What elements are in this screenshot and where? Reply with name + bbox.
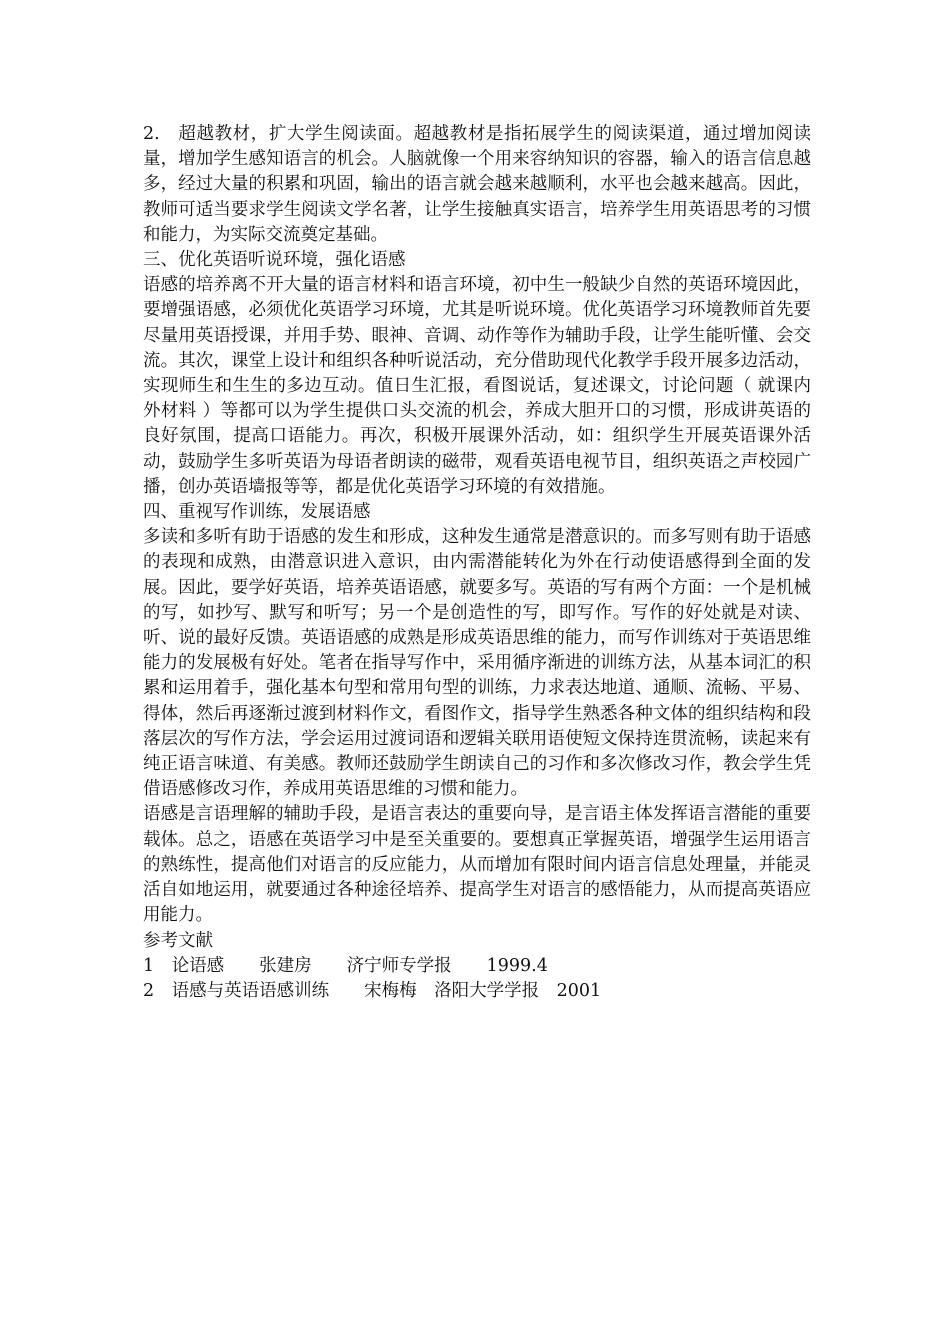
section-heading-writing-training: 四、重视写作训练，发展语感 [143,502,371,523]
reference-item-1: 1 论语感 张建房 济宁师专学报 1999.4 [143,955,548,976]
paragraph-listening-speaking-environment: 语感的培养离不开大量的语言材料和语言环境，初中生一般缺少自然的英语环境因此，要增强语感，必须优化英语学习环境，尤其是听说环境。优化英语学习环境教师首先要尽量用英语授课，并用手势、眼神、音调、动作等作为辅助手段，让学生能听懂、会交流。其次，课堂上设计和组织各种听说活动，充分借助现代化教学手段开展多边活动，实现师生和生生的多边互动。值日生汇报，看图说话，复述课文，讨论问题（ 就课内外材料 ）等都可以为学生提供口头交流的机会，养成大胆开口的习惯，形成讲英语的良好氛围，提高口语能力。再次，积极开展课外活动，如：组织学生开展英语课外活动，鼓励学生多听英语为母语者朗读的磁带，观看英语电视节目，组织英语之声校园广播，创办英语墙报等等，都是优化英语学习环境的有效措施。 [143,275,811,497]
paragraph-writing-training: 多读和多听有助于语感的发生和形成，这种发生通常是潜意识的。而多写则有助于语感的表现和成熟，由潜意识进入意识，由内需潜能转化为外在行动使语感得到全面的发展。因此，要学好英语，培养英语语感，就要多写。英语的写有两个方面：一个是机械的写，如抄写、默写和听写；另一个是创造性的写，即写作。写作的好处就是对读、听、说的最好反馈。英语语感的成熟是形成英语思维的能力，而写作训练对于英语思维能力的发展极有好处。笔者在指导写作中，采用循序渐进的训练方法，从基本词汇的积累和运用着手，强化基本句型和常用句型的训练，力求表达地道、通顺、流畅、平易、得体，然后再逐渐过渡到材料作文，看图作文，指导学生熟悉各种文体的组织结构和段落层次的写作方法，学会运用过渡词语和逻辑关联用语使短文保持连贯流畅，读起来有纯正语言味道、有美感。教师还鼓励学生朗读自己的习作和多次修改习作，教会学生凭借语感修改习作，养成用英语思维的习惯和能力。 [143,527,811,800]
section-heading-listening-speaking: 三、优化英语听说环境，强化语感 [143,250,406,271]
reference-item-2: 2 语感与英语语感训练 宋梅梅 洛阳大学学报 2001 [143,980,602,1001]
document-body [143,122,811,1004]
paragraph-reading-beyond-textbook: 2. 超越教材，扩大学生阅读面。超越教材是指拓展学生的阅读渠道，通过增加阅读量，增加学生感知语言的机会。人脑就像一个用来容纳知识的容器，输入的语言信息越多，经过大量的积累和巩固，输出的语言就会越来越顺利，水平也会越来越高。因此，教师可适当要求学生阅读文学名著，让学生接触真实语言，培养学生用英语思考的习惯和能力，为实际交流奠定基础。 [143,124,811,245]
paragraph-conclusion: 语感是言语理解的辅助手段，是语言表达的重要向导，是言语主体发挥语言潜能的重要载体。总之，语感在英语学习中是至关重要的。要想真正掌握英语，增强学生运用语言的熟练性，提高他们对语言的反应能力，从而增加有限时间内语言信息处理量，并能灵活自如地运用，就要通过各种途径培养、提高学生对语言的感悟能力，从而提高英语应用能力。 [143,804,811,926]
references-heading: 参考文献 [143,930,213,951]
